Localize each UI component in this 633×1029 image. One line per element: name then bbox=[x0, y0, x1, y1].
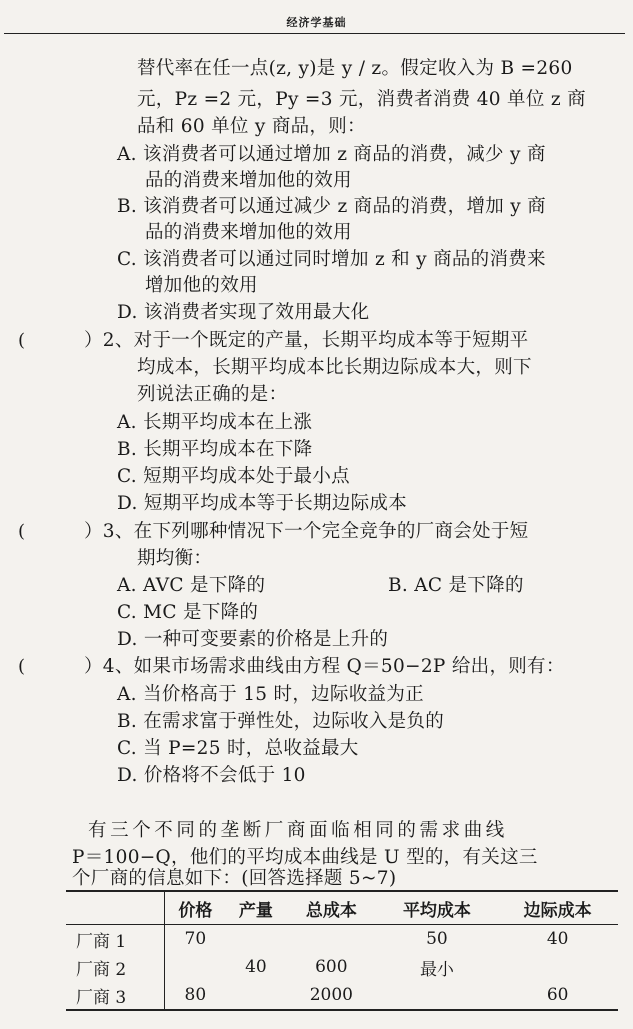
q1-stem-line: 元，Pz =2 元，Py =3 元，消费者消费 40 单位 z 商 bbox=[137, 89, 586, 110]
passage-line: P＝100−Q，他们的平均成本曲线是 U 型的，有关这三 bbox=[72, 847, 538, 868]
table-row bbox=[66, 925, 618, 954]
table-header-cell bbox=[66, 891, 165, 925]
table-cell bbox=[226, 981, 286, 1010]
q4-option-c: C. 当 P=25 时，总收益最大 bbox=[117, 738, 359, 759]
passage-line: 个厂商的信息如下：(回答选择题 5~7) bbox=[72, 868, 397, 889]
table-cell bbox=[226, 925, 286, 954]
table-cell: 40 bbox=[245, 957, 267, 977]
q1-option-b: B. 该消费者可以通过减少 z 商品的消费，增加 y 商 bbox=[117, 196, 546, 217]
q2-option-d: D. 短期平均成本等于长期边际成本 bbox=[117, 493, 408, 514]
q3-option-d: D. 一种可变要素的价格是上升的 bbox=[117, 629, 389, 650]
table-cell bbox=[497, 953, 618, 981]
firm-info-table bbox=[66, 890, 618, 1011]
table-cell: 60 bbox=[497, 981, 618, 1010]
q1-option-d: D. 该消费者实现了效用最大化 bbox=[117, 302, 370, 323]
table-header-cell: 产量 bbox=[226, 891, 286, 925]
q1-option-b-cont: 品的消费来增加他的效用 bbox=[145, 222, 352, 243]
table-cell: 70 bbox=[184, 929, 207, 949]
q2-stem-line: 列说法正确的是： bbox=[137, 384, 288, 405]
table-cell bbox=[165, 953, 226, 981]
q3-answer-paren[interactable]: ( bbox=[18, 521, 26, 542]
q1-stem-line: 替代率在任一点(z, y)是 y / z。假定收入为 B =260 bbox=[137, 58, 573, 79]
table-header-cell: 边际成本 bbox=[497, 891, 618, 925]
table-cell: 厂商 3 bbox=[66, 981, 165, 1010]
table-cell: 最小 bbox=[419, 959, 454, 980]
table-row bbox=[66, 953, 618, 981]
q1-option-a: A. 该消费者可以通过增加 z 商品的消费，减少 y 商 bbox=[117, 144, 546, 165]
page-header bbox=[0, 0, 633, 38]
q4-option-a: A. 当价格高于 15 时，边际收益为正 bbox=[117, 684, 424, 705]
q2-answer-paren[interactable]: ( bbox=[18, 330, 26, 351]
table-cell: 80 bbox=[165, 981, 226, 1010]
table-header-cell: 价格 bbox=[165, 891, 226, 925]
table-cell bbox=[377, 981, 498, 1010]
q2-option-a: A. 长期平均成本在上涨 bbox=[117, 412, 313, 433]
table-cell: 厂商 1 bbox=[66, 925, 165, 954]
q1-option-c: C. 该消费者可以通过同时增加 z 和 y 商品的消费来 bbox=[117, 249, 546, 270]
table-cell: 厂商 2 bbox=[66, 953, 165, 981]
q3-option-b: B. AC 是下降的 bbox=[388, 575, 524, 596]
q1-stem-line: 品和 60 单位 y 商品，则： bbox=[137, 116, 366, 137]
table-header-row bbox=[66, 891, 618, 925]
running-title: 经济学基础 bbox=[286, 16, 347, 29]
table-header-cell: 总成本 bbox=[286, 891, 377, 925]
q2-option-c: C. 短期平均成本处于最小点 bbox=[117, 466, 350, 487]
q4-stem: ）4、如果市场需求曲线由方程 Q＝50−2P 给出，则有： bbox=[84, 656, 565, 677]
table-cell bbox=[286, 925, 377, 954]
table-cell: 40 bbox=[546, 929, 569, 949]
header-rule bbox=[4, 33, 625, 34]
passage-line: 有三个不同的垄断厂商面临相同的需求曲线 bbox=[88, 820, 508, 841]
table-cell: 50 bbox=[426, 929, 448, 949]
table-cell: 600 bbox=[315, 957, 348, 977]
q3-option-c: C. MC 是下降的 bbox=[117, 602, 259, 623]
q2-stem-line: 均成本，长期平均成本比长期边际成本大，则下 bbox=[137, 357, 532, 378]
q3-stem-line: ）3、在下列哪种情况下一个完全竞争的厂商会处于短 bbox=[84, 521, 529, 542]
table-header-cell: 平均成本 bbox=[377, 891, 498, 925]
q1-option-a-cont: 品的消费来增加他的效用 bbox=[145, 170, 352, 191]
q4-option-b: B. 在需求富于弹性处，边际收入是负的 bbox=[117, 711, 445, 732]
q1-option-c-cont: 增加他的效用 bbox=[145, 275, 258, 296]
q3-option-a: A. AVC 是下降的 bbox=[117, 575, 266, 596]
q4-answer-paren[interactable]: ( bbox=[18, 656, 26, 677]
table-cell: 2000 bbox=[286, 981, 377, 1010]
q2-option-b: B. 长期平均成本在下降 bbox=[117, 439, 313, 460]
q3-stem-line: 期均衡： bbox=[137, 548, 213, 569]
table-row bbox=[66, 981, 618, 1010]
q4-option-d: D. 价格将不会低于 10 bbox=[117, 765, 306, 786]
q2-stem-line: ）2、对于一个既定的产量，长期平均成本等于短期平 bbox=[84, 330, 529, 351]
